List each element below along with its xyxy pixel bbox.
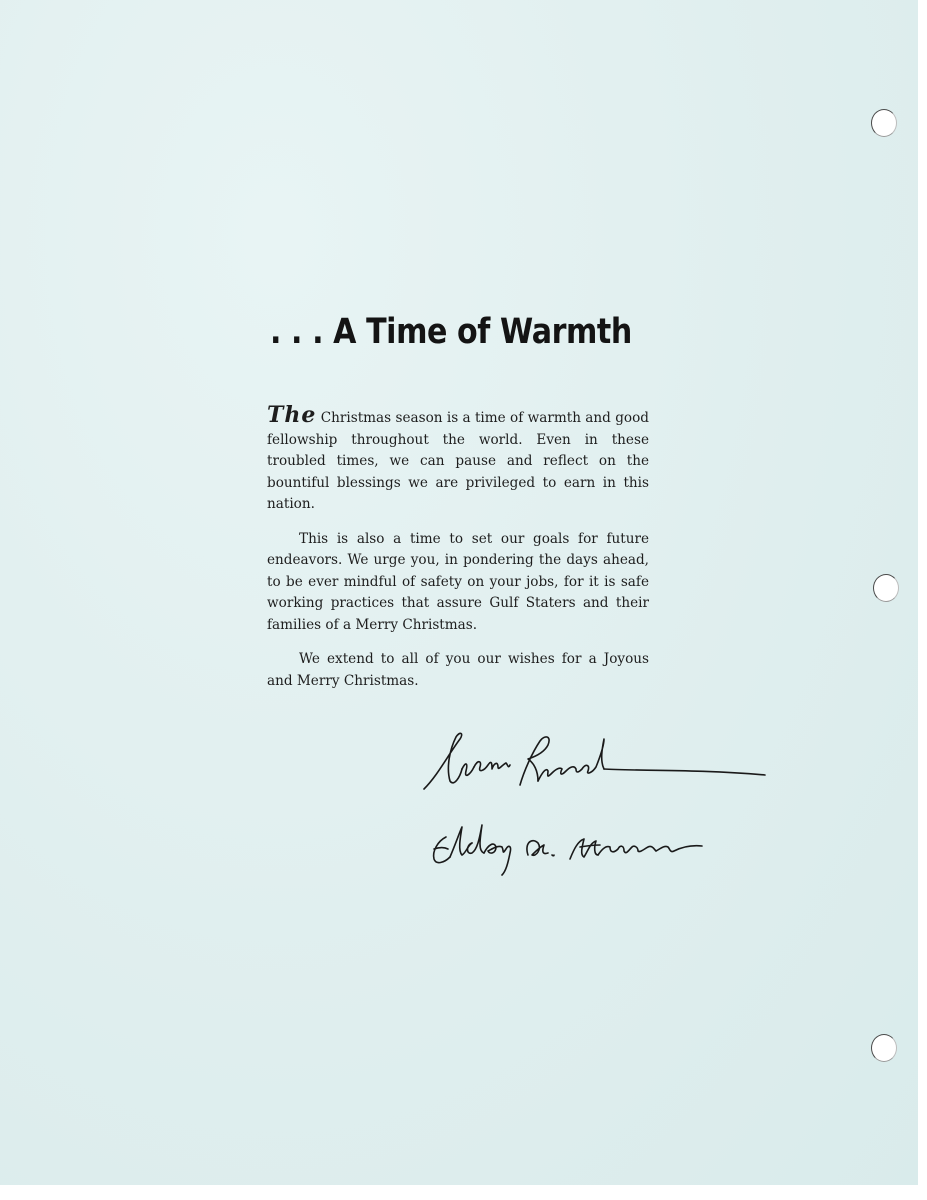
punch-hole [873, 574, 899, 602]
paragraph-2: This is also a time to set our goals for future endeavors. We urge you, in pondering the days ahead, to be ever mindful of safety on your jobs, for it is safe working practices that assure Gulf Staters and their families of a Merry Christmas. [267, 530, 649, 633]
paragraph-1 [267, 402, 649, 516]
paragraph-3: We extend to all of you our wishes for a Joyous and Merry Christmas. [267, 651, 649, 689]
letter-title: . . . A Time of Warmth [270, 312, 632, 352]
scan-margin-bottom [0, 1185, 927, 1200]
signature-2 [434, 825, 702, 875]
signature-block [420, 725, 780, 885]
letter-body [267, 402, 649, 705]
punch-hole [871, 1034, 897, 1062]
signature-1 [424, 733, 765, 789]
punch-hole [871, 109, 897, 137]
drop-cap-word: The [267, 402, 317, 428]
scan-margin-right [918, 0, 927, 1200]
signatures-graphic [420, 725, 780, 885]
paragraph-1-text: Christmas season is a time of warmth and good fellowship throughout the world. Even in these troubled times, we can pause and reflect on the bountiful blessings we are privileged to earn in this nation. [267, 410, 649, 512]
